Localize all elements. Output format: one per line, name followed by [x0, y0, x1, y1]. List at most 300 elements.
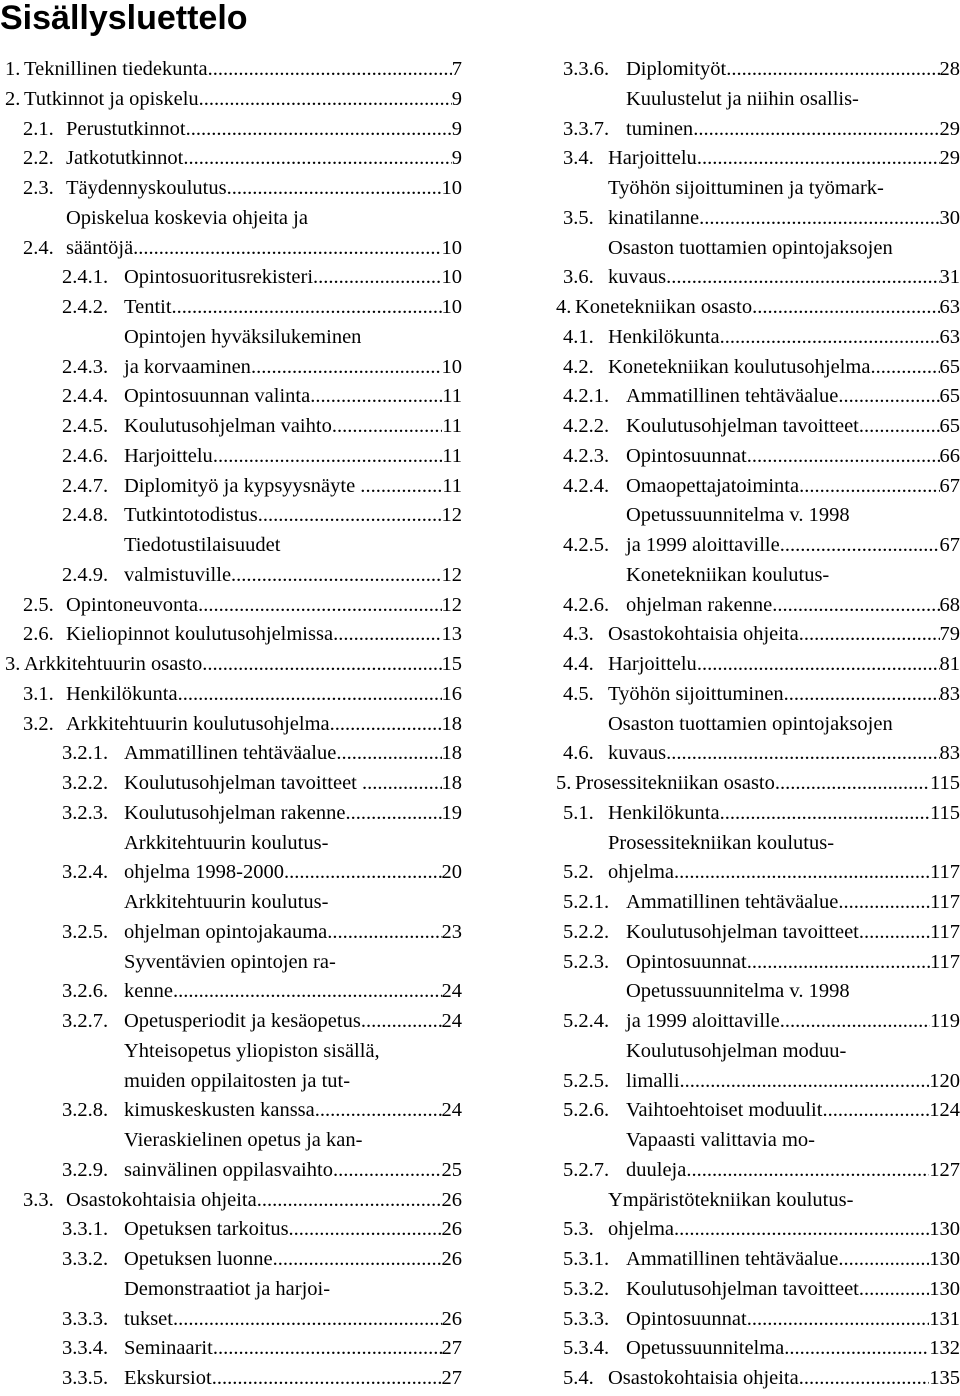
toc-entry[interactable]: [556, 650, 960, 680]
toc-entry-text: [575, 769, 960, 799]
dot-leader: [784, 1334, 929, 1364]
toc-entry-title-line: Arkkitehtuurin koulutus-: [124, 831, 329, 854]
toc-entry-last-line: [626, 591, 960, 621]
toc-entry[interactable]: [556, 323, 960, 353]
toc-page-number: 9: [451, 147, 462, 170]
toc-page-number: 31: [939, 266, 960, 289]
toc-entry[interactable]: [556, 472, 960, 502]
toc-entry[interactable]: [556, 412, 960, 442]
dot-leader: [838, 1245, 929, 1275]
toc-entry[interactable]: [0, 531, 462, 591]
toc-entry[interactable]: [556, 829, 960, 889]
toc-entry-last-line: [24, 650, 462, 680]
toc-entry-number: 2.4.3.: [62, 355, 109, 378]
toc-entry-number: 3.2.6.: [62, 980, 109, 1003]
toc-page-number: 12: [441, 504, 462, 527]
toc-page-number: 10: [441, 296, 462, 318]
toc-entry[interactable]: [0, 412, 462, 442]
toc-entry-number: 5.2.: [563, 861, 594, 884]
toc-entry-text: [124, 799, 462, 829]
toc-entry[interactable]: [556, 293, 960, 323]
toc-entry-title-line: Ammatillinen tehtäväalue: [626, 1248, 839, 1270]
toc-entry-last-line: [124, 918, 462, 948]
dot-leader: [780, 531, 940, 561]
toc-page-number: 18: [441, 712, 462, 735]
toc-entry[interactable]: [556, 382, 960, 412]
toc-entry-text: [124, 472, 462, 502]
dot-leader: [674, 858, 930, 888]
toc-entry-title-line: Arkkitehtuurin koulutus-: [124, 891, 329, 913]
toc-page-number: 117: [930, 861, 960, 884]
toc-entry[interactable]: [556, 1245, 960, 1275]
toc-entry-text: [608, 353, 960, 383]
toc-entry-text: [626, 918, 960, 948]
toc-entry-number: 2.4.5.: [62, 415, 109, 437]
toc-page-number: 13: [441, 623, 462, 646]
dot-leader: [697, 144, 940, 174]
toc-entry-text: [124, 501, 462, 531]
toc-entry-number: 3.3.7.: [563, 117, 610, 140]
toc-entry-number: 2.3.: [23, 177, 54, 199]
toc-entry-text: [626, 1275, 960, 1305]
toc-entry-title-line: Opintosuunnat: [626, 1307, 747, 1330]
toc-page-number: 83: [939, 682, 960, 705]
toc-entry[interactable]: [0, 1215, 462, 1245]
toc-entry-number: 3.5.: [563, 206, 594, 229]
toc-page-number: 10: [441, 177, 462, 199]
toc-entry-last-line: [575, 293, 960, 323]
dot-leader: [367, 769, 441, 799]
toc-page-number: 29: [939, 147, 960, 170]
toc-entry-title-line: Jatkotutkinnot: [66, 147, 184, 170]
dot-leader: [313, 263, 441, 293]
toc-entry[interactable]: [556, 501, 960, 561]
toc-entry-last-line: [124, 382, 462, 412]
toc-entry-number: 5.3.: [563, 1218, 594, 1241]
toc-page-number: 27: [441, 1337, 462, 1360]
toc-page-number: 15: [441, 653, 462, 675]
toc-entry-title-line: Täydennyskoulutus: [66, 177, 227, 199]
toc-entry-title-line: duuleja: [626, 1158, 687, 1181]
toc-page-number: 117: [930, 950, 960, 973]
dot-leader: [213, 442, 442, 472]
toc-entry[interactable]: [0, 144, 462, 174]
toc-page-number: 63: [939, 296, 960, 318]
dot-leader: [310, 382, 442, 412]
toc-entry-text: [124, 1245, 462, 1275]
toc-entry-title-line: Koulutusohjelman tavoitteet .: [124, 772, 368, 794]
dot-leader: [772, 591, 939, 621]
toc-page-number: 27: [441, 1367, 462, 1389]
toc-entry[interactable]: [0, 55, 462, 85]
toc-entry-text: [608, 799, 960, 829]
toc-page-number: 11: [442, 385, 462, 408]
toc-page-number: 20: [441, 861, 462, 884]
toc-entry-number: 2.5.: [23, 593, 54, 616]
toc-entry-number: 1.: [5, 58, 21, 80]
dot-leader: [680, 1067, 930, 1097]
toc-entry[interactable]: [556, 1364, 960, 1394]
toc-entry[interactable]: [556, 769, 960, 799]
toc-page-number: 115: [930, 801, 960, 824]
toc-entry-last-line: [66, 591, 462, 621]
toc-entry[interactable]: [556, 1305, 960, 1335]
toc-page-number: 23: [441, 920, 462, 943]
toc-page-number: 127: [929, 1158, 960, 1181]
toc-entry[interactable]: [0, 1007, 462, 1037]
dot-leader: [333, 620, 441, 650]
toc-entry-title-line: Tutkinnot ja opiskelu: [24, 87, 199, 110]
toc-entry-number: 2.4.2.: [62, 296, 109, 318]
toc-entry-number: 5.2.4.: [563, 1010, 610, 1032]
toc-entry-number: 3.: [5, 653, 21, 675]
toc-entry-last-line: [124, 769, 462, 799]
toc-column-right: [556, 55, 960, 1395]
toc-entry[interactable]: [556, 620, 960, 650]
toc-entry-last-line: [626, 531, 960, 561]
toc-entry-number: 4.: [556, 296, 572, 318]
toc-entry[interactable]: [556, 977, 960, 1037]
toc-entry[interactable]: [0, 799, 462, 829]
dot-leader: [674, 1215, 929, 1245]
toc-entry[interactable]: [0, 293, 462, 323]
toc-entry[interactable]: [556, 1037, 960, 1097]
toc-entry-text: [124, 1215, 462, 1245]
dot-leader: [838, 888, 930, 918]
toc-page-number: 11: [442, 415, 462, 437]
toc-entry-title-line: Harjoittelu: [124, 444, 213, 467]
toc-entry-text: [608, 323, 960, 353]
toc-entry-last-line: [608, 1215, 960, 1245]
toc-entry-last-line: [124, 263, 462, 293]
toc-entry[interactable]: [0, 472, 462, 502]
dot-leader: [173, 977, 442, 1007]
toc-entry[interactable]: [556, 442, 960, 472]
toc-entry-text: [608, 1186, 960, 1246]
toc-page-number: 130: [929, 1277, 960, 1300]
toc-entry-title-line: Opintojen hyväksilukeminen: [124, 325, 362, 348]
toc-entry-title-line: Koulutusohjelman vaihto: [124, 415, 332, 437]
toc-entry-title-line: sainvälinen oppilasvaihto: [124, 1158, 333, 1181]
dot-leader: [686, 1156, 929, 1186]
dot-leader: [273, 1245, 442, 1275]
toc-entry-text: [24, 650, 462, 680]
toc-entry[interactable]: [0, 1186, 462, 1216]
toc-page-number: 26: [441, 1307, 462, 1330]
toc-entry-last-line: [124, 739, 462, 769]
toc-entry[interactable]: [0, 85, 462, 115]
toc-entry-last-line: [626, 115, 960, 145]
toc-entry-title-line: limalli: [626, 1069, 680, 1092]
toc-entry-text: [124, 739, 462, 769]
toc-entry[interactable]: [0, 1364, 462, 1394]
toc-entry-last-line: [626, 1007, 960, 1037]
dot-leader: [726, 55, 939, 85]
toc-page-number: 24: [441, 1099, 462, 1122]
toc-entry-text: [626, 977, 960, 1037]
toc-entry-text: [626, 1245, 960, 1275]
toc-entry-last-line: [608, 144, 960, 174]
toc-entry-title-line: ja 1999 aloittaville: [626, 1010, 780, 1032]
toc-entry-text: [626, 1305, 960, 1335]
toc-page-number: 79: [939, 623, 960, 646]
toc-entry[interactable]: [0, 323, 462, 383]
toc-entry-last-line: [626, 1275, 960, 1305]
toc-entry-number: 3.2.5.: [62, 920, 109, 943]
toc-entry-number: 5.2.3.: [563, 950, 610, 973]
toc-entry-title-line: kinatilanne: [608, 206, 700, 229]
toc-entry-last-line: [626, 1305, 960, 1335]
dot-leader: [173, 1305, 442, 1335]
toc-entry[interactable]: [0, 769, 462, 799]
toc-entry-last-line: [608, 263, 960, 293]
dot-leader: [720, 323, 940, 353]
toc-entry-title-line: Henkilökunta: [608, 801, 720, 824]
toc-entry-text: [626, 472, 960, 502]
toc-entry-text: [626, 412, 960, 442]
toc-entry[interactable]: [556, 85, 960, 145]
toc-entry-text: [66, 174, 462, 204]
toc-entry-title-line: Koulutusohjelman rakenne: [124, 801, 346, 824]
toc-page-number: 135: [929, 1367, 960, 1389]
toc-entry[interactable]: [556, 144, 960, 174]
toc-entry-last-line: [66, 234, 462, 264]
toc-entry-text: [24, 85, 462, 115]
toc-entry-last-line: [124, 353, 462, 383]
toc-entry-number: 4.2.4.: [563, 474, 610, 497]
toc-entry-number: 2.4.8.: [62, 504, 109, 527]
toc-entry[interactable]: [0, 680, 462, 710]
toc-entry[interactable]: [0, 710, 462, 740]
toc-entry-number: 3.2.8.: [62, 1099, 109, 1122]
toc-entry-title-line: Opetuksen tarkoitus: [124, 1218, 289, 1241]
dot-leader: [720, 799, 930, 829]
dot-leader: [697, 650, 940, 680]
toc-entry-last-line: [124, 293, 462, 323]
toc-entry[interactable]: [0, 1037, 462, 1126]
toc-entry-number: 5.3.3.: [563, 1307, 610, 1330]
toc-page-number: 18: [441, 772, 462, 794]
toc-page-number: 11: [442, 474, 462, 497]
toc-page-number: 7: [451, 58, 462, 80]
toc-entry-last-line: [24, 85, 462, 115]
toc-entry-text: [626, 85, 960, 145]
toc-entry-text: [66, 204, 462, 264]
toc-entry-text: [124, 1007, 462, 1037]
toc-entry[interactable]: [556, 234, 960, 294]
toc-entry-text: [124, 829, 462, 889]
toc-entry[interactable]: [556, 1186, 960, 1246]
toc-entry-text: [124, 948, 462, 1008]
toc-column-left: [0, 55, 462, 1395]
toc-entry[interactable]: [556, 799, 960, 829]
toc-entry-last-line: [124, 1305, 462, 1335]
toc-entry[interactable]: [0, 442, 462, 472]
toc-entry-text: [124, 1037, 462, 1126]
toc-entry-title-line: Ammatillinen tehtäväalue: [626, 385, 839, 408]
toc-entry[interactable]: [556, 174, 960, 234]
toc-entry[interactable]: [0, 501, 462, 531]
toc-entry[interactable]: [556, 1275, 960, 1305]
toc-entry-last-line: [124, 977, 462, 1007]
toc-entry-text: [626, 561, 960, 621]
toc-entry-title-line: tukset: [124, 1307, 173, 1330]
toc-entry[interactable]: [556, 680, 960, 710]
toc-entry-title-line: Demonstraatiot ja harjoi-: [124, 1277, 331, 1300]
toc-entry[interactable]: [0, 204, 462, 264]
toc-entry-number: 4.2.3.: [563, 444, 610, 467]
toc-entry-title-line: Opiskelua koskevia ohjeita ja: [66, 206, 308, 229]
toc-entry-number: 3.3.6.: [563, 58, 610, 80]
toc-entry-text: [608, 650, 960, 680]
toc-entry-title-line: Vaihtoehtoiset moduulit: [626, 1099, 823, 1122]
toc-page-number: 25: [441, 1158, 462, 1181]
toc-entry[interactable]: [0, 829, 462, 889]
toc-entry-number: 4.2.1.: [563, 385, 610, 408]
toc-entry-title-line: Opetussuunnitelma v. 1998: [626, 980, 850, 1003]
toc-entry-title-line: Ekskursiot: [124, 1367, 212, 1389]
toc-page-number: 120: [929, 1069, 960, 1092]
toc-entry-number: 5.2.6.: [563, 1099, 610, 1122]
toc-page-number: 132: [929, 1337, 960, 1360]
toc-entry-title-line: Opetussuunnitelma: [626, 1337, 785, 1360]
toc-entry-title-line: Harjoittelu: [608, 147, 697, 170]
toc-entry-title-line: Työhön sijoittuminen: [608, 682, 784, 705]
toc-entry-number: 3.2.3.: [62, 801, 109, 824]
toc-entry-text: [608, 1364, 960, 1394]
toc-entry[interactable]: [0, 1275, 462, 1335]
toc-entry[interactable]: [0, 650, 462, 680]
toc-page-number: 9: [451, 117, 462, 140]
toc-entry-number: 3.6.: [563, 266, 594, 289]
toc-entry-title-line: valmistuville: [124, 563, 232, 586]
toc-entry[interactable]: [0, 591, 462, 621]
toc-entry-number: 3.3.: [23, 1188, 54, 1211]
toc-entry-last-line: [626, 55, 960, 85]
toc-entry-last-line: [124, 472, 462, 502]
toc-entry[interactable]: [556, 55, 960, 85]
toc-entry-last-line: [608, 799, 960, 829]
dot-leader: [775, 769, 930, 799]
toc-entry-title-line: ja korvaaminen: [124, 355, 251, 378]
toc-entry-last-line: [124, 561, 462, 591]
toc-entry[interactable]: [0, 888, 462, 948]
toc-page-number: 119: [930, 1010, 960, 1032]
dot-leader: [284, 858, 442, 888]
toc-entry-last-line: [124, 1007, 462, 1037]
toc-entry[interactable]: [0, 382, 462, 412]
toc-page-number: 18: [441, 742, 462, 765]
toc-entry-text: [608, 710, 960, 770]
dot-leader: [859, 1275, 929, 1305]
toc-entry-number: 5.4.: [563, 1367, 594, 1389]
toc-entry[interactable]: [556, 710, 960, 770]
toc-entry[interactable]: [0, 948, 462, 1008]
toc-entry-number: 3.3.1.: [62, 1218, 109, 1241]
toc-entry-text: [575, 293, 960, 323]
toc-entry[interactable]: [556, 1126, 960, 1186]
dot-leader: [289, 1215, 442, 1245]
toc-entry-title-line: muiden oppilaitosten ja tut-: [124, 1069, 351, 1092]
toc-page-number: 117: [930, 920, 960, 943]
toc-entry[interactable]: [0, 1245, 462, 1275]
toc-entry[interactable]: [556, 1096, 960, 1126]
dot-leader: [799, 1364, 930, 1394]
toc-entry-number: 3.2.9.: [62, 1158, 109, 1181]
dot-leader: [333, 1156, 442, 1186]
toc-entry-last-line: [66, 680, 462, 710]
toc-entry-last-line: [66, 620, 462, 650]
toc-entry-number: 4.3.: [563, 623, 594, 646]
toc-entry-text: [626, 1334, 960, 1364]
toc-entry-title-line: ohjelma: [608, 1218, 675, 1241]
toc-entry[interactable]: [0, 620, 462, 650]
toc-entry-text: [66, 1186, 462, 1216]
toc-entry[interactable]: [0, 263, 462, 293]
toc-entry-number: 2.4.9.: [62, 563, 109, 586]
toc-entry[interactable]: [556, 353, 960, 383]
toc-page-number: 12: [441, 563, 462, 586]
toc-entry[interactable]: [0, 739, 462, 769]
toc-entry-number: 2.6.: [23, 623, 54, 646]
dot-leader: [186, 115, 452, 145]
toc-entry[interactable]: [0, 1126, 462, 1186]
toc-entry-number: 2.4.1.: [62, 266, 109, 289]
toc-entry[interactable]: [556, 1334, 960, 1364]
toc-entry[interactable]: [556, 948, 960, 978]
toc-entry-text: [608, 144, 960, 174]
toc-entry-number: 4.2.2.: [563, 415, 610, 437]
toc-entry[interactable]: [556, 918, 960, 948]
dot-leader: [365, 472, 442, 502]
toc-entry-title-line: Opintoneuvonta: [66, 593, 199, 616]
toc-entry-last-line: [626, 1334, 960, 1364]
toc-entry-title-line: kuvaus: [608, 266, 667, 289]
toc-entry[interactable]: [0, 174, 462, 204]
toc-entry-number: 5.: [556, 772, 572, 794]
toc-entry-text: [66, 620, 462, 650]
toc-entry[interactable]: [0, 1334, 462, 1364]
toc-entry-text: [66, 591, 462, 621]
toc-entry-text: [626, 501, 960, 561]
toc-entry[interactable]: [556, 561, 960, 621]
toc-entry-title-line: tuminen: [626, 117, 694, 140]
dot-leader: [799, 620, 940, 650]
toc-entry-title-line: Henkilökunta: [608, 325, 720, 348]
toc-entry-number: 2.2.: [23, 147, 54, 170]
dot-leader: [327, 918, 441, 948]
toc-entry-last-line: [608, 650, 960, 680]
toc-entry[interactable]: [0, 115, 462, 145]
dot-leader: [213, 1334, 442, 1364]
toc-entry-last-line: [608, 858, 960, 888]
toc-entry-title-line: Omaopettajatoiminta: [626, 474, 800, 497]
toc-entry-title-line: Työhön sijoittuminen ja työmark-: [608, 177, 884, 199]
toc-entry-title-line: ohjelma 1998-2000: [124, 861, 284, 884]
toc-entry-text: [608, 234, 960, 294]
toc-entry-title-line: Kuulustelut ja niihin osallis-: [626, 87, 859, 110]
toc-entry-title-line: Koulutusohjelman tavoitteet: [626, 920, 859, 943]
toc-entry-title-line: sääntöjä: [66, 236, 134, 259]
dot-leader: [198, 591, 441, 621]
toc-entry-title-line: Opintosuunnat: [626, 444, 747, 467]
toc-entry-number: 4.5.: [563, 682, 594, 705]
toc-entry-title-line: Ammatillinen tehtäväalue: [626, 891, 839, 913]
toc-entry-text: [124, 293, 462, 323]
toc-entry-last-line: [124, 799, 462, 829]
toc-entry[interactable]: [556, 888, 960, 918]
toc-entry-number: 5.2.7.: [563, 1158, 610, 1181]
